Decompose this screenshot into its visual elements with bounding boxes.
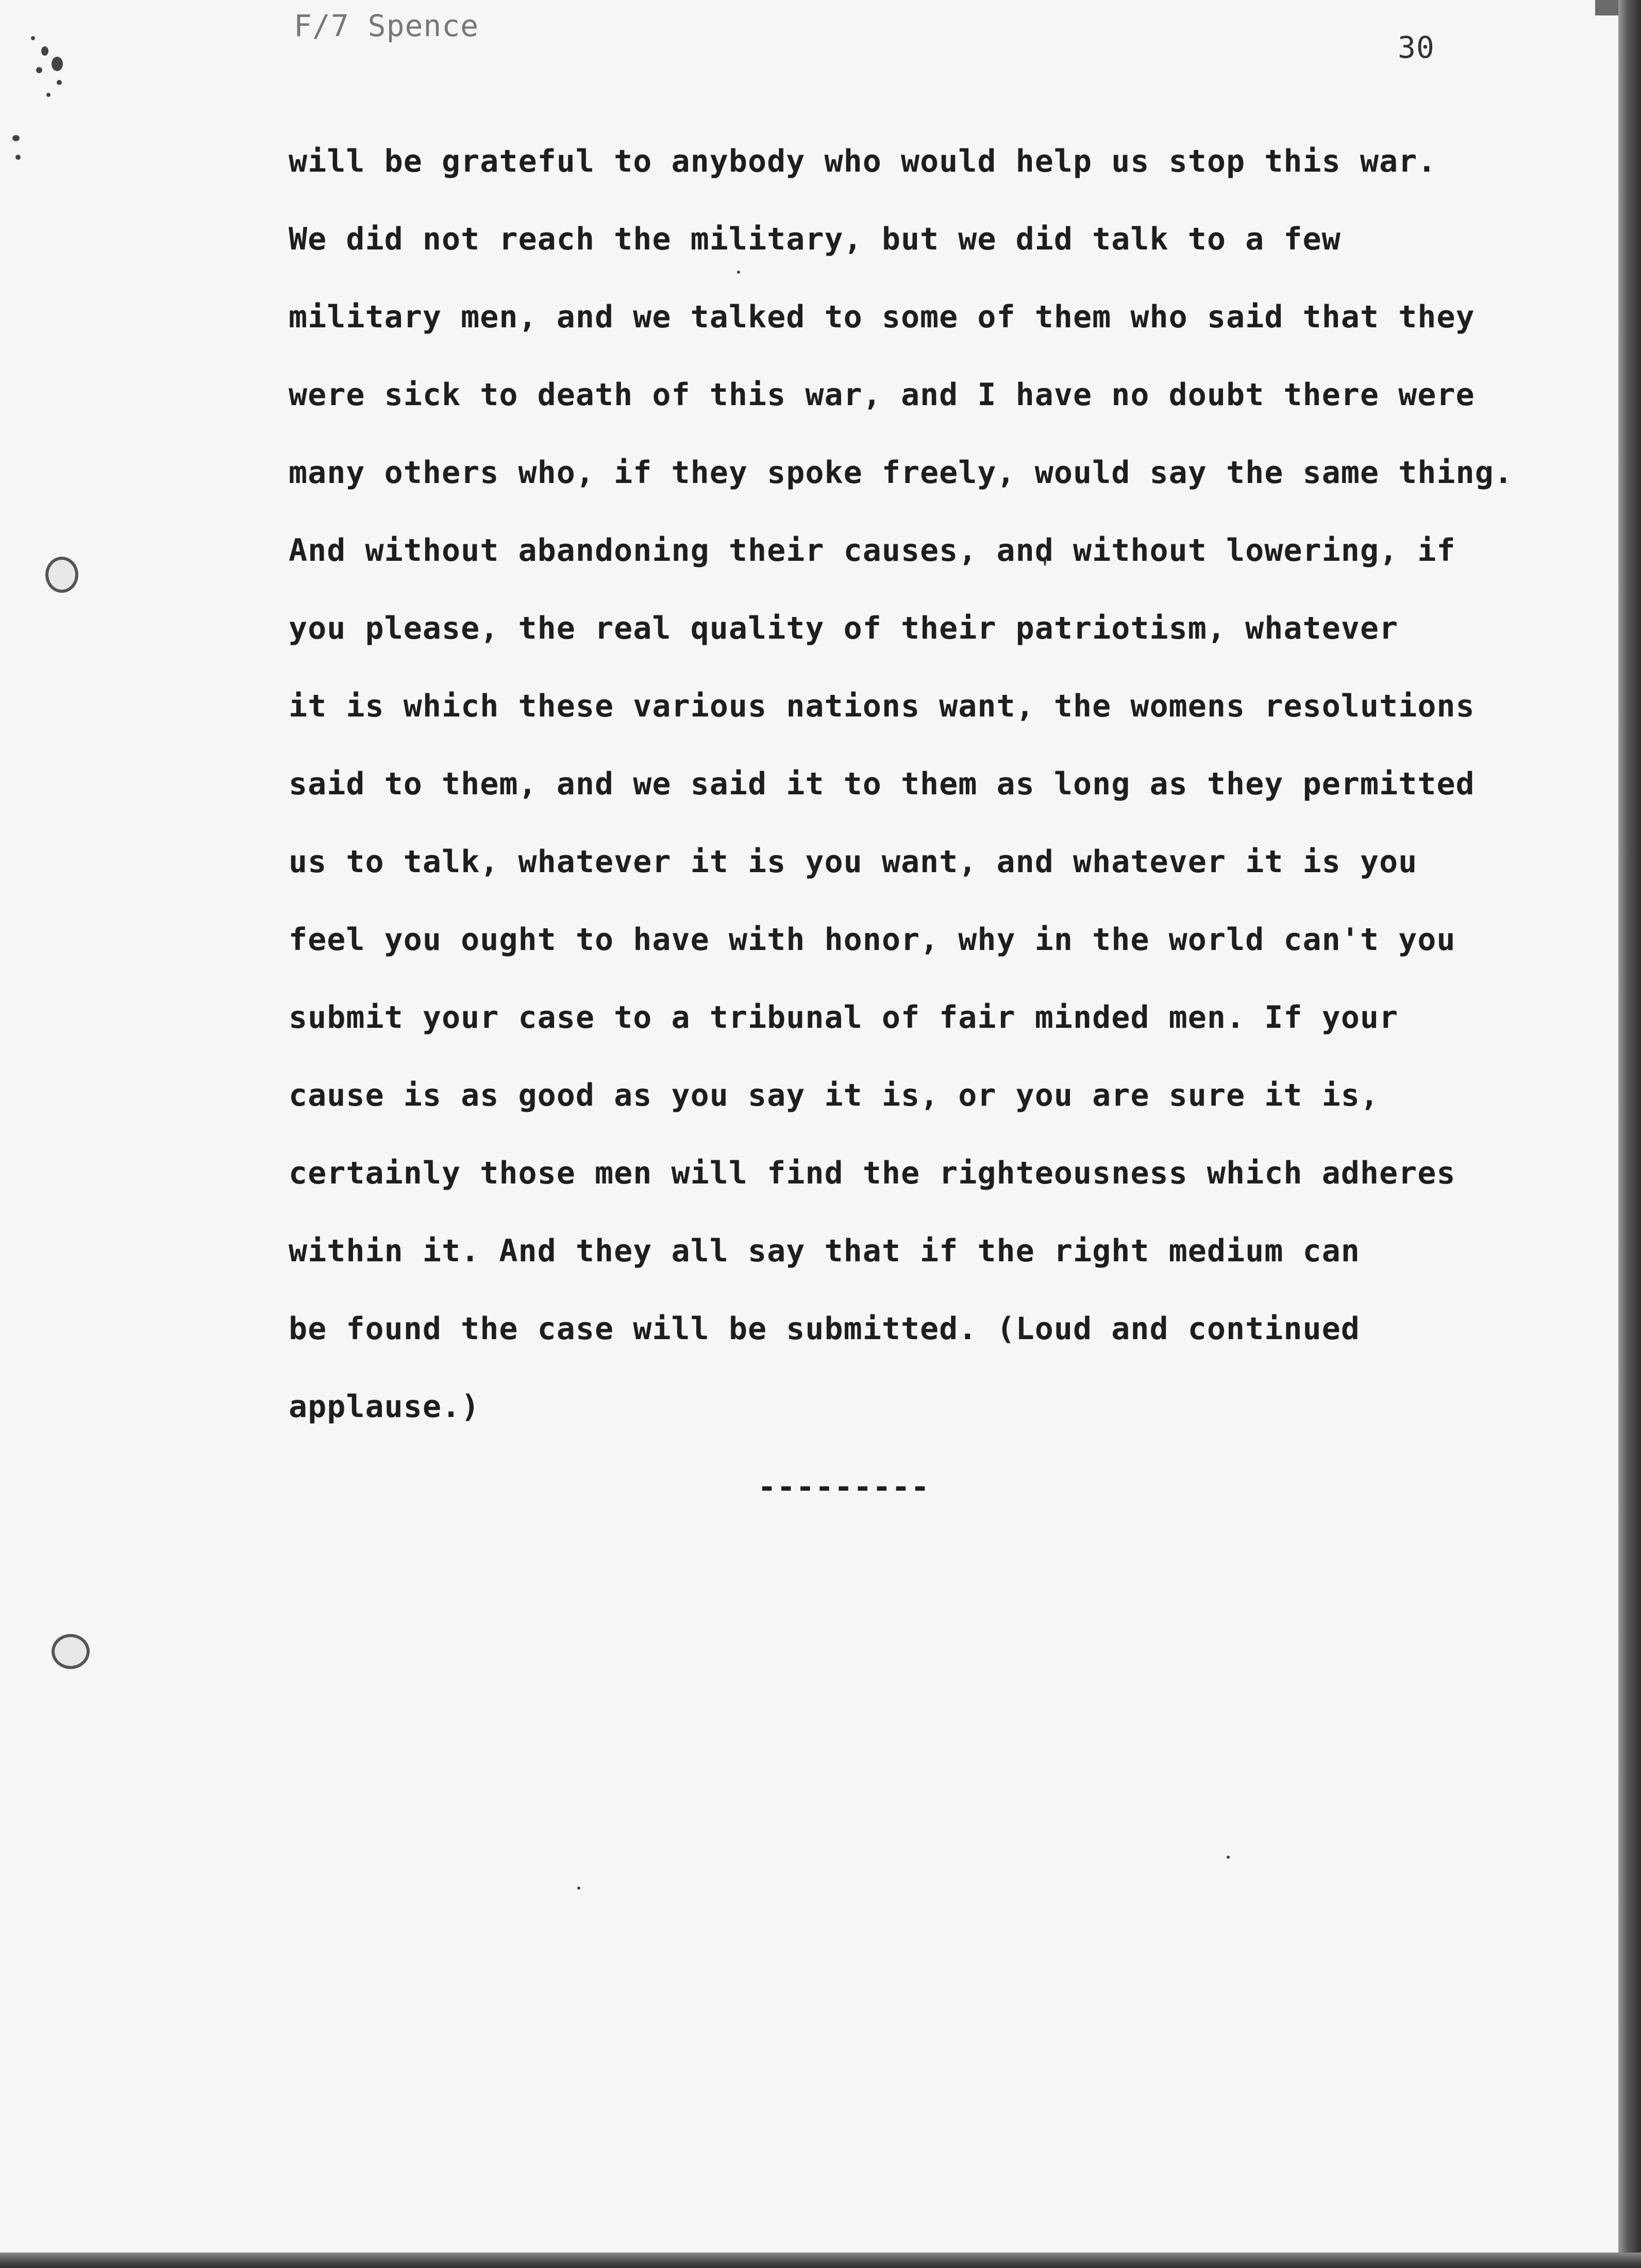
ink-blot <box>26 31 72 103</box>
punch-hole-mark <box>52 1634 90 1669</box>
text-line: certainly those men will find the righteousness which adheres <box>289 1155 1456 1191</box>
text-line: will be grateful to anybody who would help us stop this war. <box>289 143 1437 179</box>
scan-edge <box>1595 0 1618 15</box>
section-divider: --------- <box>758 1469 930 1505</box>
text-line: us to talk, whatever it is you want, and whatever it is you <box>289 844 1418 880</box>
text-line: cause is as good as you say it is, or you are sure it is, <box>289 1077 1380 1113</box>
text-line: you please, the real quality of their patriotism, whatever <box>289 610 1399 646</box>
ink-speck <box>577 1887 580 1890</box>
text-line: be found the case will be submitted. (Loud and continued <box>289 1311 1360 1347</box>
punch-hole-mark <box>45 557 78 593</box>
text-line: within it. And they all say that if the right medium can <box>289 1233 1360 1269</box>
scan-edge <box>1618 0 1641 2268</box>
ink-speck <box>15 155 21 160</box>
ink-speck <box>1227 1856 1230 1859</box>
text-line: We did not reach the military, but we did talk to a few <box>289 221 1341 257</box>
text-line: it is which these various nations want, the womens resolutions <box>289 688 1475 724</box>
ink-speck <box>12 135 20 141</box>
text-line: were sick to death of this war, and I have no doubt there were <box>289 377 1475 413</box>
text-line: said to them, and we said it to them as long as they permitted <box>289 766 1475 802</box>
page-number: 30 <box>1398 30 1435 65</box>
text-line: feel you ought to have with honor, why in the world can't you <box>289 922 1456 958</box>
scan-edge <box>0 2253 1641 2268</box>
text-line: military men, and we talked to some of them who said that they <box>289 299 1475 335</box>
document-header: F/7 Spence <box>294 8 479 43</box>
text-line: submit your case to a tribunal of fair minded men. If your <box>289 999 1399 1036</box>
text-line: And without abandoning their causes, and without lowering, if <box>289 532 1456 569</box>
text-line: applause.) <box>289 1389 480 1425</box>
text-line: many others who, if they spoke freely, would say the same thing. <box>289 455 1513 491</box>
body-text <box>289 123 1556 1446</box>
